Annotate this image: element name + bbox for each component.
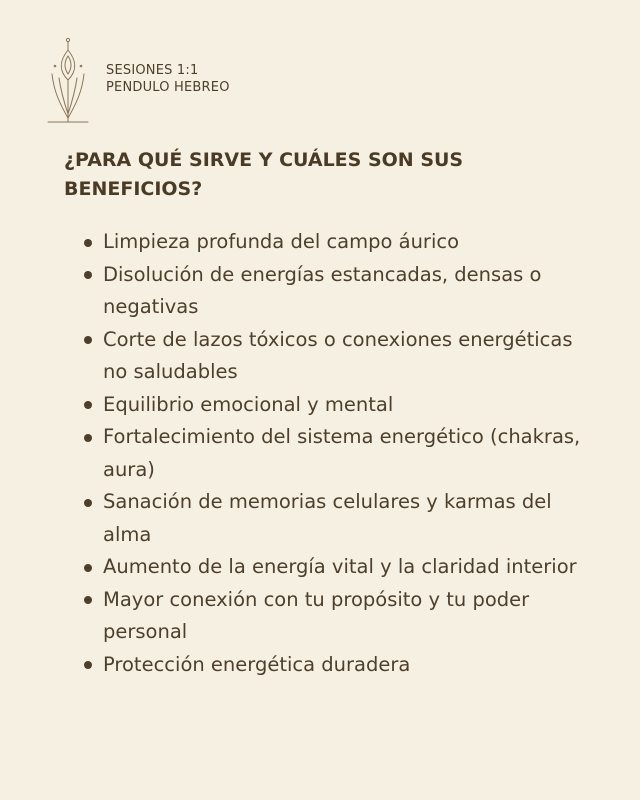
section-heading — [64, 146, 584, 204]
benefit-item: Sanación de memorias celulares y karmas del alma — [84, 486, 584, 551]
benefit-item: Limpieza profunda del campo áurico — [84, 226, 584, 259]
benefit-item: Disolución de energías estancadas, densas o negativas — [84, 259, 584, 324]
pendulum-logo-icon — [46, 36, 90, 124]
benefit-item: Mayor conexión con tu propósito y tu poder personal — [84, 584, 584, 649]
brand-line-sessions: SESIONES 1:1 — [106, 63, 199, 78]
benefits-list — [84, 226, 584, 681]
benefit-item: Corte de lazos tóxicos o conexiones energéticas no saludables — [84, 324, 584, 389]
heading-line-2: BENEFICIOS? — [64, 178, 203, 200]
heading-line-1: ¿PARA QUÉ SIRVE Y CUÁLES SON SUS — [64, 149, 464, 171]
benefit-item: Aumento de la energía vital y la claridad interior — [84, 551, 584, 584]
brand-line-pendulum: PENDULO HEBREO — [106, 80, 230, 95]
benefit-item: Equilibrio emocional y mental — [84, 389, 584, 422]
benefit-item: Protección energética duradera — [84, 649, 584, 682]
benefit-item: Fortalecimiento del sistema energético (chakras, aura) — [84, 421, 584, 486]
brand-label — [106, 62, 230, 96]
